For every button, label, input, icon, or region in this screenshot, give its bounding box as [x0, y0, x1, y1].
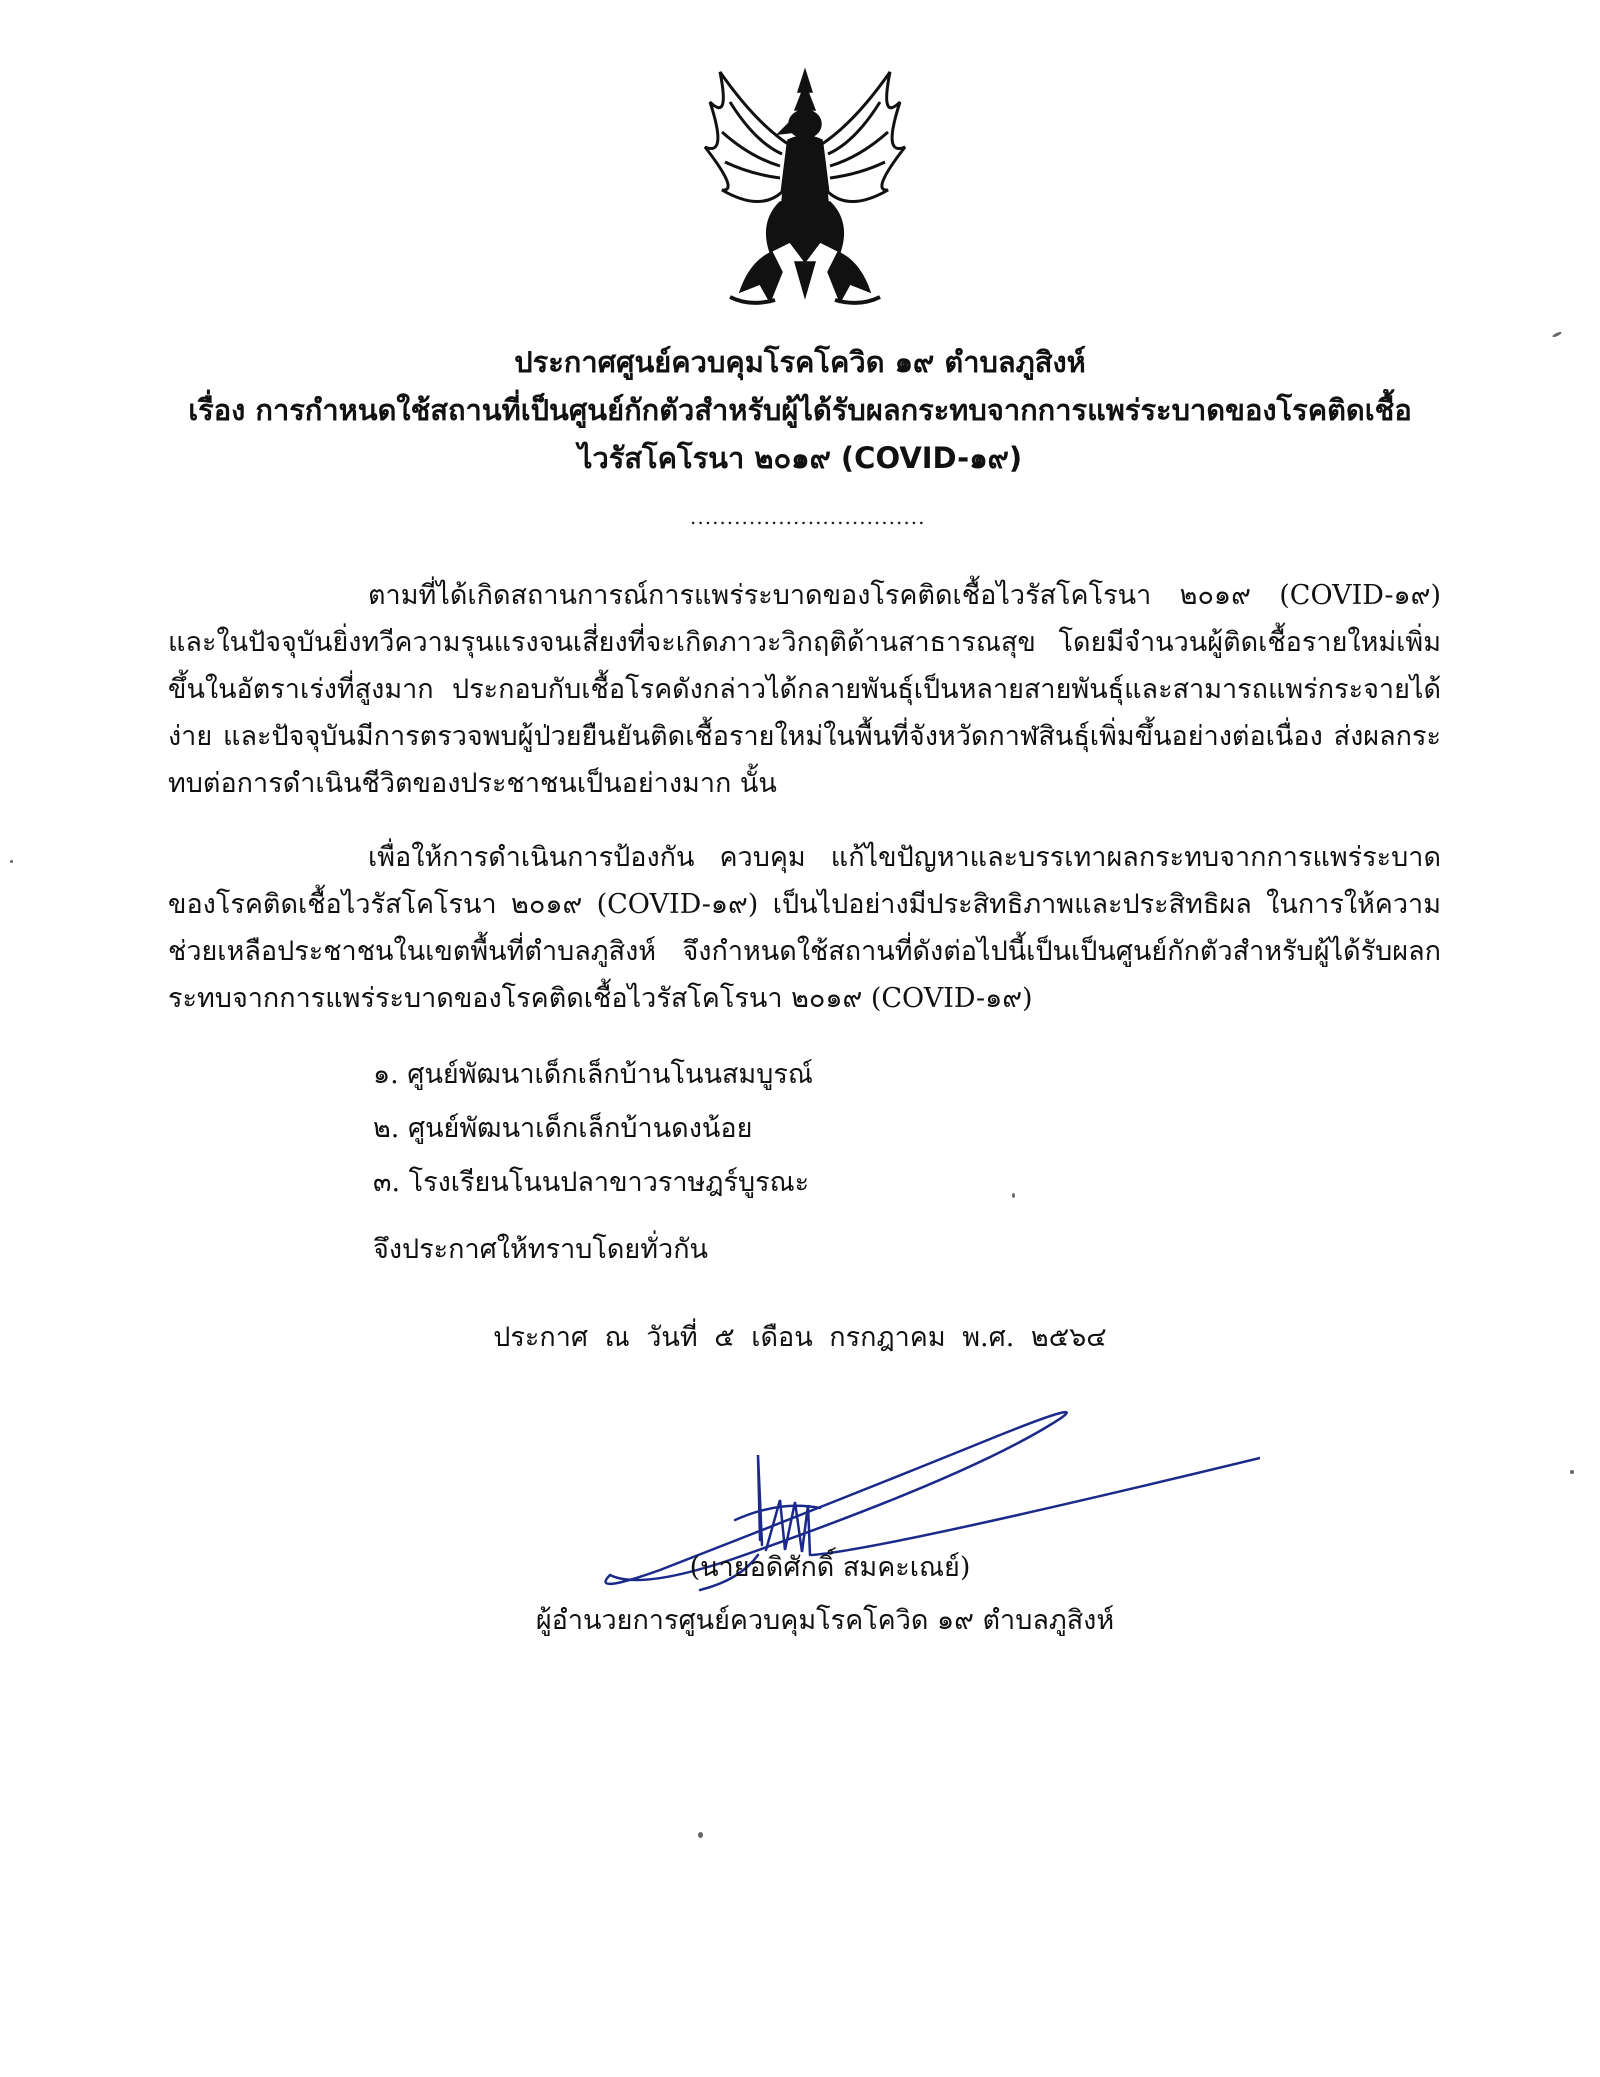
location-list	[373, 1048, 813, 1210]
scan-speck	[1570, 1470, 1574, 1474]
announcement-title	[150, 338, 1450, 482]
title-separator: ................................	[690, 505, 926, 529]
title-line-1: ประกาศศูนย์ควบคุมโรคโควิด ๑๙ ตำบลภูสิงห์	[514, 345, 1086, 379]
list-item: ๓. โรงเรียนโนนปลาขาวราษฎร์บูรณะ	[373, 1167, 810, 1198]
title-line-3: ไวรัสโคโรนา ๒๐๑๙ (COVID-๑๙)	[577, 441, 1023, 475]
paragraph-background: ตามที่ได้เกิดสถานการณ์การแพร่ระบาดของโรคติดเชื้อไวรัสโคโรนา ๒๐๑๙ (COVID-๑๙) และในปัจจุบันยิ่งทวีความรุนแรงจนเสี่ยงที่จะเกิดภาวะวิกฤติด้านสาธารณสุข โดยมีจำนวนผู้ติดเชื้อรายใหม่เพิ่มขึ้นในอัตราเร่งที่สูงมาก ประกอบกับเชื้อโรคดังกล่าวได้กลายพันธุ์เป็นหลายสายพันธุ์และสามารถแพร่กระจายได้ง่าย และปัจจุบันมีการตรวจพบผู้ป่วยยืนยันติดเชื้อรายใหม่ในพื้นที่จังหวัดกาฬสินธุ์เพิ่มขึ้นอย่างต่อเนื่อง ส่งผลกระทบต่อการดำเนินชีวิตของประชาชนเป็นอย่างมาก นั้น	[168, 580, 1441, 799]
paragraph-purpose: เพื่อให้การดำเนินการป้องกัน ควบคุม แก้ไขปัญหาและบรรเทาผลกระทบจากการแพร่ระบาดของโรคติดเชื้อไวรัสโคโรนา ๒๐๑๙ (COVID-๑๙) เป็นไปอย่างมีประสิทธิภาพและประสิทธิผล ในการให้ความช่วยเหลือประชาชนในเขตพื้นที่ตำบลภูสิงห์ จึงกำหนดใช้สถานที่ดังต่อไปนี้เป็นเป็นศูนย์กักตัวสำหรับผู้ได้รับผลกระทบจากการแพร่ระบาดของโรคติดเชื้อไวรัสโคโรนา ๒๐๑๙ (COVID-๑๙)	[168, 842, 1441, 1014]
scan-speck	[1012, 1193, 1015, 1198]
signer-name: (นายอดิศักดิ์ สมคะเณย์)	[689, 1552, 971, 1583]
garuda-emblem-icon	[700, 62, 910, 322]
scan-speck	[1552, 331, 1562, 338]
signer-title: ผู้อำนวยการศูนย์ควบคุมโรคโควิด ๑๙ ตำบลภูสิงห์	[535, 1605, 1115, 1636]
announcement-date: ประกาศ ณ วันที่ ๕ เดือน กรกฎาคม พ.ศ. ๒๕๖๔	[493, 1322, 1107, 1353]
list-item: ๑. ศูนย์พัฒนาเด็กเล็กบ้านโนนสมบูรณ์	[373, 1059, 813, 1090]
scan-speck	[10, 860, 13, 863]
scan-speck	[698, 1832, 703, 1838]
list-item: ๒. ศูนย์พัฒนาเด็กเล็กบ้านดงน้อย	[373, 1113, 753, 1144]
closing-statement: จึงประกาศให้ทราบโดยทั่วกัน	[373, 1234, 708, 1265]
title-line-2: เรื่อง การกำหนดใช้สถานที่เป็นศูนย์กักตัวสำหรับผู้ได้รับผลกระทบจากการแพร่ระบาดของโรคติดเชื้อ	[188, 393, 1412, 427]
